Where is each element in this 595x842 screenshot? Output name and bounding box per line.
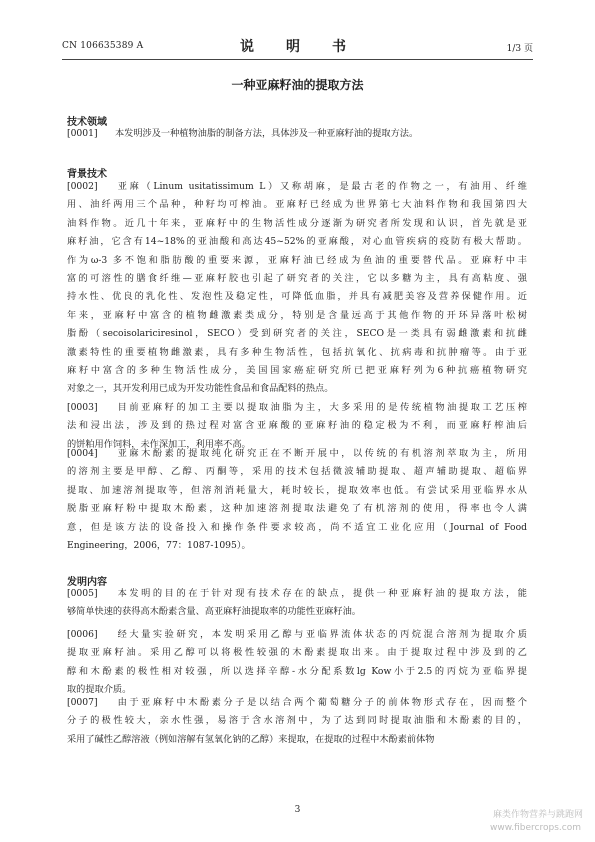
- paragraph-line: 够简单快速的获得高木酚素含量、高亚麻籽油提取率的功能性亚麻籽油。: [67, 606, 361, 618]
- paragraph-line: 提取亚麻籽油。采用乙醇可以将极性较强的木酚素提取出来。由于提取过程中涉及到的乙: [67, 647, 527, 659]
- paragraph-line: 醇和木酚素的极性相对较强，所以选择辛醇-水分配系数lg Kow小于2.5的丙烷为亚临界提: [67, 665, 527, 677]
- paragraph-line: [67, 178, 527, 196]
- paragraph-line: 的饼粕用作饲料，未作深加工，利用率不高。: [67, 438, 251, 450]
- paragraph-line: 激素特性的重要植物雌激素，具有多种生物活性，包括抗氧化、抗病毒和抗肿瘤等。由于亚: [67, 346, 527, 358]
- paragraph-line: 脱脂亚麻籽粉中提取木酚素，这种加速溶剂提取法避免了有机溶剂的使用，得率也令人满: [67, 503, 527, 515]
- paragraph-line: 分子的极性较大，亲水性强，易溶于含水溶剂中，为了达到同时提取油脂和木酚素的目的，: [67, 715, 527, 727]
- paragraph-text: 目前亚麻籽的加工主要以提取油脂为主，大多采用的是传统植物油提取工艺压榨: [115, 402, 527, 413]
- page-number: 3: [294, 805, 301, 815]
- paragraph-line: 麻籽中富含的多种生物活性成分，美国国家癌症研究所已把亚麻籽列为6种抗癌植物研究: [67, 364, 527, 376]
- paragraph-line: 取的提取介质。: [67, 684, 132, 696]
- paragraph-line: 油料作物。近几十年来，亚麻籽中的生物活性成分逐渐为研究者所发现和认识，首先就是亚: [67, 217, 527, 229]
- paragraph-line: Engineering，2006，77：1087-1095）。: [67, 539, 251, 551]
- paragraph-line: 意，但是该方法的设备投入和操作条件要求较高，尚不适宜工业化应用（Journal of Food: [67, 521, 527, 533]
- paragraph-number: [0001]: [67, 128, 98, 139]
- paragraph-number: [0002]: [67, 181, 98, 192]
- page-indicator: 1/3 页: [506, 44, 533, 54]
- paragraph-line: 富的可溶性的膳食纤维—亚麻籽胶也引起了研究者的关注，它以多糖为主，具有高粘度、强: [67, 272, 527, 284]
- paragraph-0001: [67, 125, 527, 143]
- paragraph-number: [0006]: [67, 629, 98, 640]
- paragraph-line: 作为ω-3 多不饱和脂肪酸的重要来源，亚麻籽油已经成为鱼油的重要替代品。亚麻籽中丰: [67, 254, 527, 266]
- paragraph-line: [67, 399, 527, 417]
- paragraph-line: 提取、加速溶剂提取等，但溶剂消耗量大，耗时较长，提取效率也低。有尝试采用亚临界水从: [67, 484, 527, 496]
- paragraph-line: 脂酚（secoisolariciresinol，SECO）受到研究者的关注，SECO是一类具有弱雌激素和抗雌: [67, 328, 527, 340]
- paragraph-line: 用、油纤两用三个品种，种籽均可榨油。亚麻籽已经成为世界第七大油料作物和我国第四大: [67, 199, 527, 211]
- paragraph-line: [67, 626, 527, 644]
- paragraph-text: 亚麻（Linum usitatissimum L）又称胡麻，是最古老的作物之一，有油用、纤维: [115, 181, 527, 192]
- paragraph-text: 本发明的目的在于针对现有技术存在的缺点，提供一种亚麻籽油的提取方法，能: [115, 588, 527, 599]
- paragraph-text: 经大量实验研究，本发明采用乙醇与亚临界流体状态的丙烷混合溶剂为提取介质: [115, 629, 527, 640]
- watermark-site-url: www.fibercrops.com: [490, 823, 581, 833]
- paragraph-line: 对象之一，其开发利用已成为开发功能性食品和食品配料的热点。: [67, 383, 334, 395]
- paragraph-text: 亚麻木酚素的提取纯化研究正在不断开展中，以传统的有机溶剂萃取为主，所用: [115, 448, 527, 459]
- paragraph-line: [67, 585, 527, 603]
- watermark-site-name: 麻类作物营养与跳跑网: [492, 810, 583, 820]
- paragraph-0004: [67, 445, 527, 555]
- paragraph-line: [67, 445, 527, 463]
- paragraph-line: [67, 694, 527, 712]
- paragraph-text: 本发明涉及一种植物油脂的制备方法，具体涉及一种亚麻籽油的提取方法。: [115, 128, 419, 139]
- paragraph-line: 采用了碱性乙醇溶液（例如溶解有氢氧化钠的乙醇）来提取，在提取的过程中木酚素前体物: [67, 733, 435, 745]
- paragraph-line: 的溶剂主要是甲醇、乙醇、丙酮等，采用的技术包括微波辅助提取、超声辅助提取、超临界: [67, 466, 527, 478]
- paragraph-line: 法和浸出法，涉及到的热过程对富含亚麻酸的亚麻籽油的稳定极为不利，而亚麻籽榨油后: [67, 420, 527, 432]
- paragraph-line: [67, 125, 527, 143]
- section-heading-invention: 发明内容: [67, 577, 107, 588]
- section-heading-background: 背景技术: [67, 169, 107, 180]
- paragraph-0006: [67, 626, 527, 700]
- paragraph-0002: [67, 178, 527, 399]
- paragraph-text: 由于亚麻籽中木酚素分子是以结合两个葡萄糖分子的前体物形式存在，因而整个: [115, 697, 527, 708]
- document-title: 一种亚麻籽油的提取方法: [231, 78, 364, 92]
- patent-number: CN 106635389 A: [62, 41, 144, 51]
- paragraph-number: [0003]: [67, 402, 98, 413]
- paragraph-0005: [67, 585, 527, 622]
- paragraph-line: 持水性、优良的乳化性、发泡性及稳定性，可降低血脂，并具有减肥美容及营养保健作用。近: [67, 291, 527, 303]
- section-heading-field: 技术领域: [67, 117, 107, 128]
- paragraph-line: 年来，亚麻籽中富含的植物雌激素类成分，特别是含量远高于其他作物的开环异落叶松树: [67, 309, 527, 321]
- paragraph-number: [0005]: [67, 588, 98, 599]
- header-divider: [62, 59, 533, 60]
- header-title: 说 明 书: [240, 39, 355, 55]
- paragraph-line: 麻籽油，它含有14~18%的亚油酸和高达45~52%的亚麻酸，对心血管疾病的疫防有极大帮助。: [67, 236, 527, 248]
- paragraph-0007: [67, 694, 527, 749]
- paragraph-number: [0007]: [67, 697, 98, 708]
- paragraph-number: [0004]: [67, 448, 98, 459]
